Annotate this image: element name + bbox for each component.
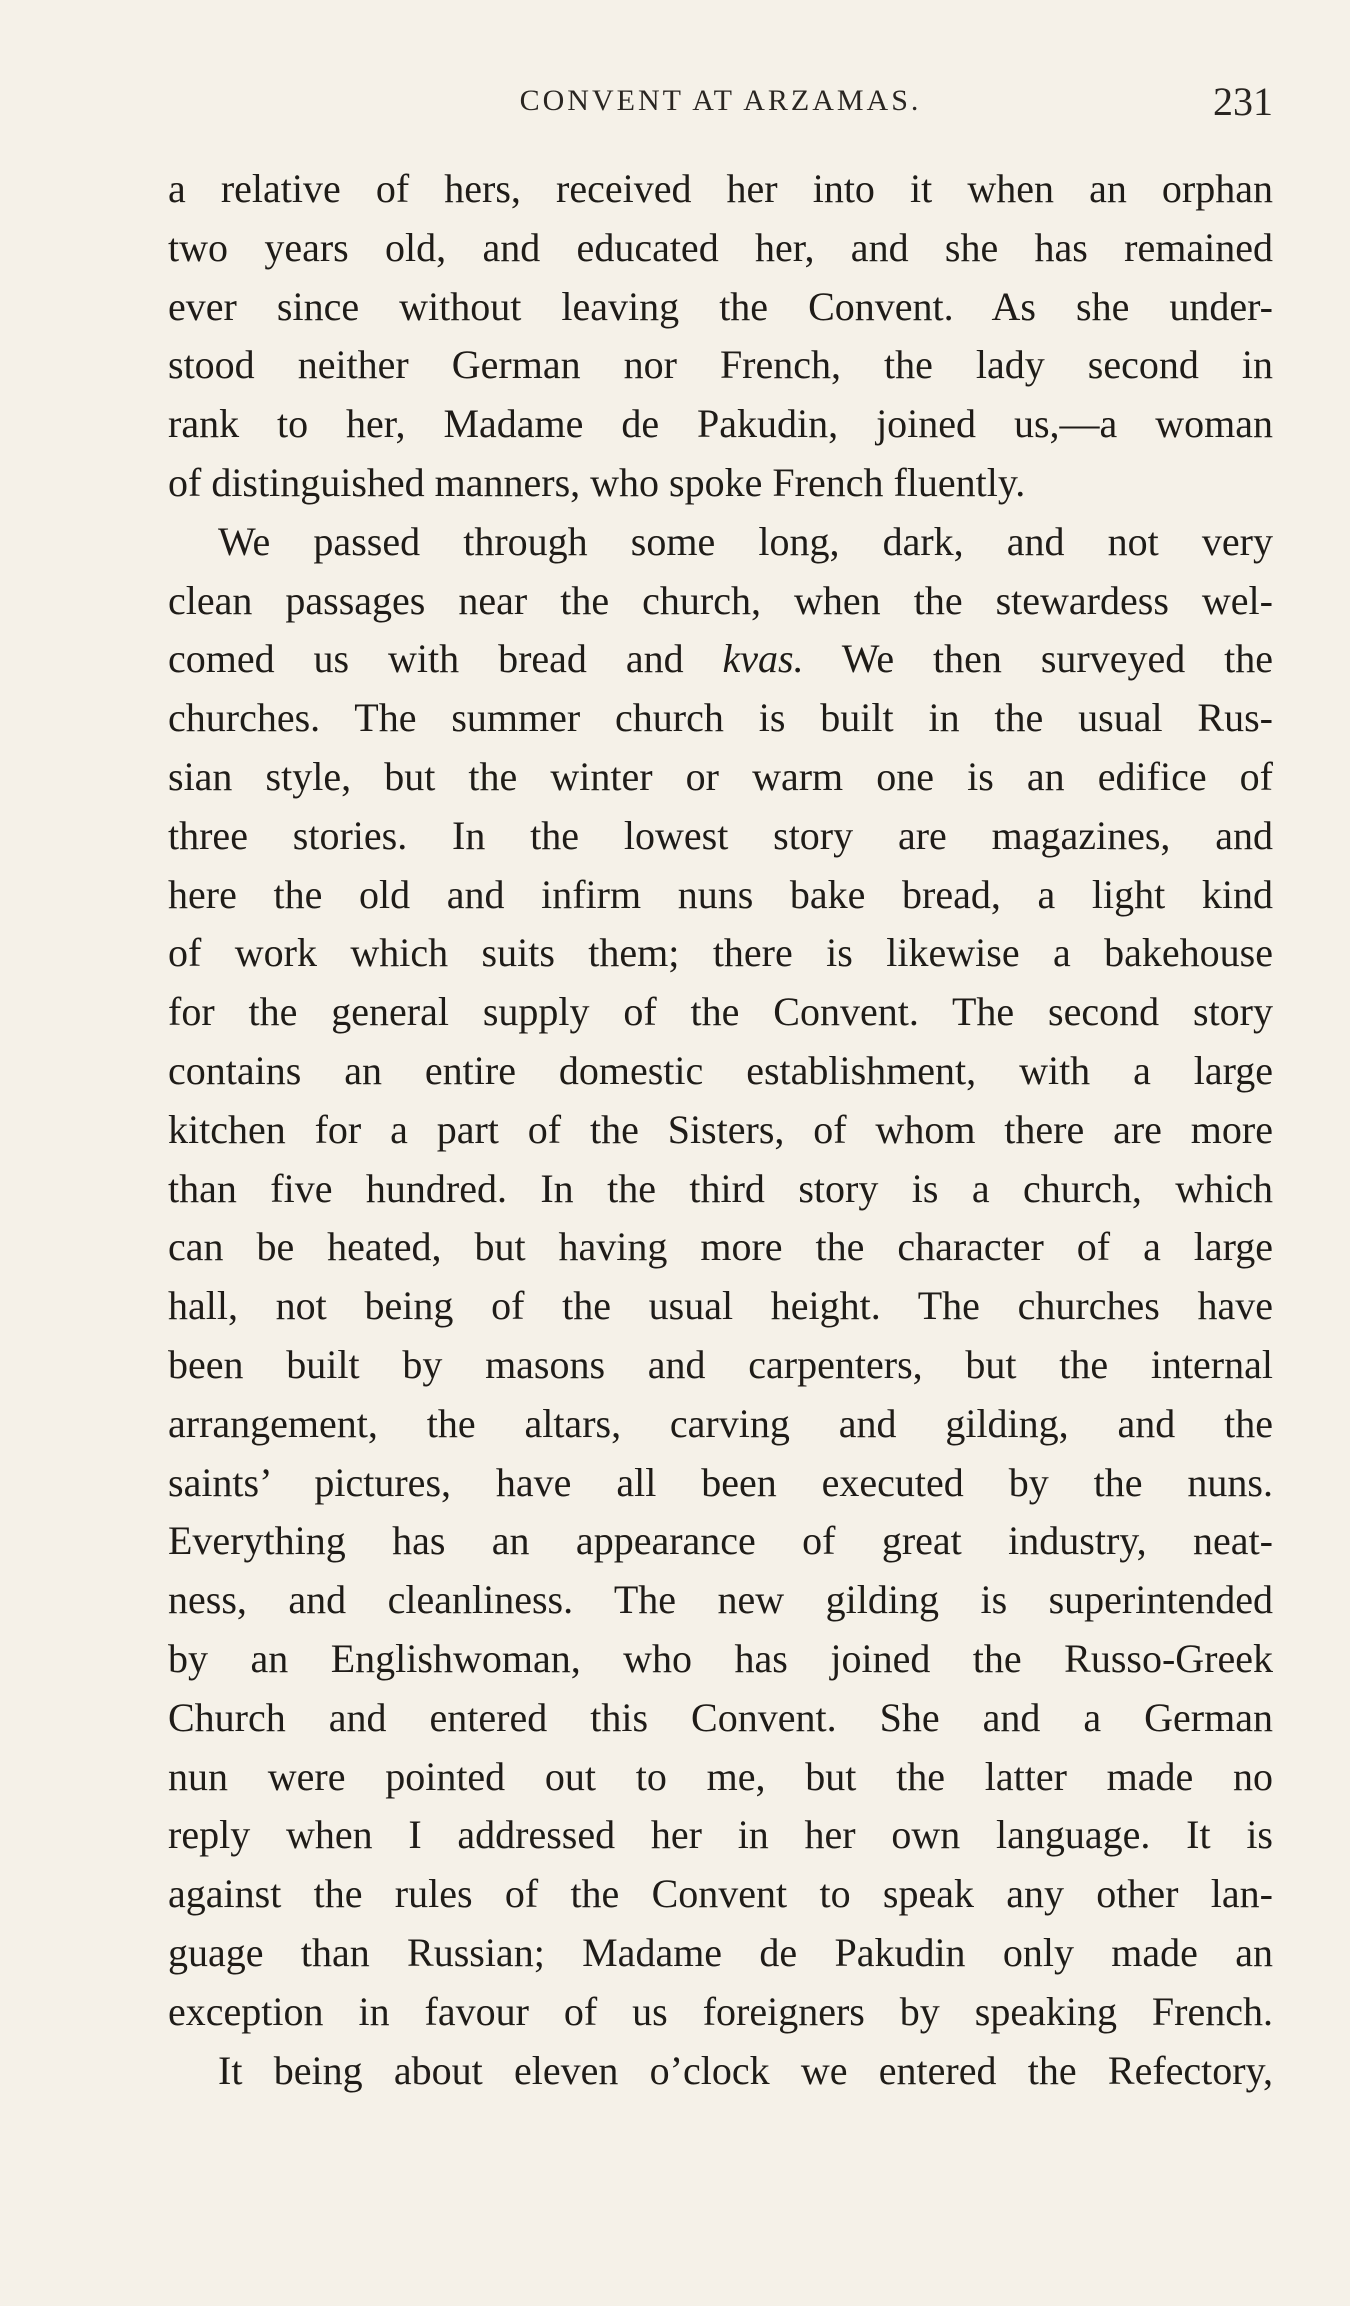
text-line: against the rules of the Convent to speak any other lan- [168,1871,1273,1917]
text-line: been built by masons and carpenters, but the internal [168,1341,1273,1387]
text-line: clean passages near the church, when the stewardess wel- [168,577,1273,623]
text-line: stood neither German nor French, the lady second in [168,342,1273,388]
text-line: ever since without leaving the Convent. As she under- [168,283,1273,329]
page-number: 231 [1213,79,1273,124]
text-line: can be heated, but having more the character of a large [168,1224,1273,1270]
text-line: sian style, but the winter or warm one is an edifice of [168,753,1273,799]
text-line: by an Englishwoman, who has joined the Russo-Greek [168,1635,1273,1681]
text-line: a relative of hers, received her into it when an orphan [168,166,1273,211]
text-line: of distinguished manners, who spoke French fluently. [168,459,1026,505]
paragraph-start-line: It being about eleven o’clock we entered the Refectory, [218,2047,1273,2093]
paragraph-start-line: We passed through some long, dark, and not very [218,518,1273,564]
italic-word-kvas: kvas. [722,636,804,682]
text-line: ness, and cleanliness. The new gilding is superintended [168,1577,1273,1623]
text-line: exception in favour of us foreigners by speaking French. [168,1988,1273,2034]
text-line: two years old, and educated her, and she has remained [168,224,1273,270]
text-line: kitchen for a part of the Sisters, of whom there are more [168,1106,1273,1152]
text-line: than five hundred. In the third story is a church, which [168,1165,1273,1211]
text-line: reply when I addressed her in her own language. It is [168,1812,1273,1858]
text-line: Church and entered this Convent. She and a German [168,1694,1273,1740]
text-line: rank to her, Madame de Pakudin, joined us,—a woman [168,401,1273,447]
text-line: churches. The summer church is built in the usual Rus- [168,695,1273,741]
running-title: CONVENT AT ARZAMAS. [519,84,922,117]
text-line-with-italic [168,630,1273,689]
running-head [168,78,1273,126]
text-line: nun were pointed out to me, but the latter made no [168,1753,1273,1799]
text-line: three stories. In the lowest story are magazines, and [168,812,1273,858]
text-line: guage than Russian; Madame de Pakudin only made an [168,1929,1273,1975]
text-line: arrangement, the altars, carving and gilding, and the [168,1400,1273,1446]
text-fragment: We then surveyed the [803,636,1273,682]
text-fragment: comed us with bread and [168,636,723,682]
text-line: of work which suits them; there is likewise a bakehouse [168,930,1273,976]
body-text [168,160,1273,2100]
text-line: here the old and infirm nuns bake bread, a light kind [168,871,1273,917]
text-line: Everything has an appearance of great industry, neat- [168,1518,1273,1564]
text-line: saints’ pictures, have all been executed by the nuns. [168,1459,1273,1505]
text-line: for the general supply of the Convent. The second story [168,989,1273,1035]
text-line: contains an entire domestic establishment, with a large [168,1047,1273,1093]
text-line: hall, not being of the usual height. The churches have [168,1283,1273,1329]
